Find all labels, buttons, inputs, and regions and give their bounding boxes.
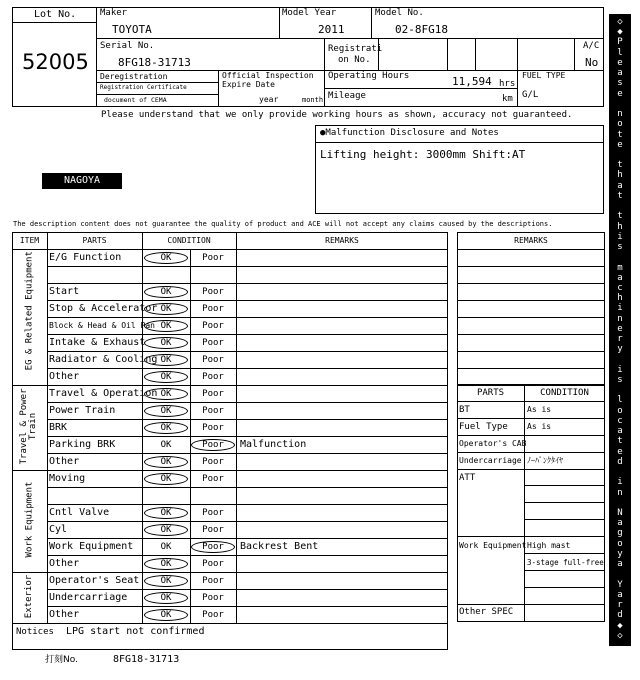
- part-label: Stop & Accelerator: [49, 303, 158, 314]
- condition-ok: OK: [160, 321, 172, 331]
- condition-selected-circle: [144, 575, 188, 587]
- sidebar-char: i: [617, 303, 623, 314]
- op-hours-value: 11,594: [452, 75, 492, 88]
- lot-label: Lot No.: [34, 9, 77, 20]
- inspection-label-1: Official Inspection: [222, 71, 314, 80]
- condition-selected-circle: [191, 439, 235, 451]
- condition-ok: OK: [160, 576, 172, 586]
- sidebar-char: e: [617, 88, 623, 99]
- right-part-label: ATT: [459, 473, 476, 483]
- condition-poor: Poor: [202, 457, 224, 467]
- sidebar-char: s: [617, 375, 623, 386]
- stamp-value: 8FG18-31713: [113, 654, 180, 665]
- sidebar-char: ◇: [617, 17, 623, 27]
- sidebar-char: h: [617, 221, 623, 232]
- sidebar-char: r: [617, 600, 623, 611]
- sidebar-char: l: [617, 47, 623, 58]
- part-label: Cyl: [49, 524, 68, 535]
- sidebar-char: o: [617, 119, 623, 130]
- condition-selected-circle: [144, 609, 188, 621]
- model-no-label: Model No.: [375, 8, 424, 18]
- part-label: E/G Function: [49, 252, 122, 263]
- group-label: EG & Related Equipment: [23, 251, 34, 371]
- sidebar-char: g: [617, 528, 623, 539]
- part-label: Other: [49, 456, 80, 467]
- right-part-label: Undercarriage: [459, 456, 522, 465]
- header-remarks: REMARKS: [325, 236, 359, 245]
- disclaimer: The description content does not guarantee the quality of product and ACE will not accept any claims caused by the descriptions.: [13, 220, 553, 228]
- condition-selected-circle: [144, 524, 188, 536]
- sidebar-char: a: [617, 559, 623, 570]
- hours-notice: Please understand that we only provide working hours as shown, accuracy not guaranteed.: [101, 110, 573, 120]
- part-label: Intake & Exhaust: [49, 337, 146, 348]
- sidebar-char: l: [617, 395, 623, 406]
- condition-poor: Poor: [202, 610, 224, 620]
- right-part-condition: As is: [527, 405, 552, 414]
- condition-selected-circle: [144, 303, 188, 315]
- sidebar-char: i: [617, 231, 623, 242]
- sidebar-char: i: [617, 364, 623, 375]
- sidebar-char: N: [617, 508, 623, 519]
- sidebar-char: ◇: [617, 630, 623, 641]
- sidebar-char: s: [617, 242, 623, 253]
- sidebar-char: n: [617, 487, 623, 498]
- sidebar-char: h: [617, 293, 623, 304]
- condition-ok: OK: [160, 593, 172, 603]
- condition-selected-circle: [144, 405, 188, 417]
- sidebar-char: a: [617, 180, 623, 191]
- right-parts-header: PARTS: [476, 388, 505, 398]
- model-no-value: 02-8FG18: [395, 23, 448, 36]
- condition-poor: Poor: [202, 542, 224, 552]
- location-badge: NAGOYA: [42, 173, 122, 189]
- condition-selected-circle: [144, 456, 188, 468]
- maker-value: TOYOTA: [112, 23, 152, 36]
- condition-poor: Poor: [202, 576, 224, 586]
- condition-selected-circle: [144, 592, 188, 604]
- sidebar-char: e: [617, 446, 623, 457]
- sidebar-char: y: [617, 548, 623, 559]
- part-label: Start: [49, 286, 80, 297]
- stamp-label: 打刻No.: [45, 655, 78, 665]
- part-label: Other: [49, 371, 80, 382]
- serial-value: 8FG18-31713: [118, 56, 191, 69]
- sidebar-char: t: [617, 160, 623, 171]
- part-label: Moving: [49, 473, 86, 484]
- condition-poor: Poor: [202, 253, 224, 263]
- group-label: Work Equipment: [24, 481, 34, 558]
- work-equipment-value-1: High mast: [527, 541, 571, 550]
- model-year-label: Model Year: [282, 8, 337, 18]
- part-label: Power Train: [49, 405, 116, 416]
- condition-selected-circle: [144, 473, 188, 485]
- condition-ok: OK: [160, 440, 172, 450]
- right-remarks-header: REMARKS: [514, 236, 548, 245]
- part-label: Block & Head & Oil Pan: [49, 321, 155, 330]
- condition-ok: OK: [160, 525, 172, 535]
- lot-number: 52005: [22, 50, 89, 74]
- month-label: month: [302, 96, 324, 104]
- condition-ok: OK: [160, 457, 172, 467]
- remark-text: Backrest Bent: [240, 541, 319, 552]
- condition-poor: Poor: [202, 389, 224, 399]
- part-label: Parking BRK: [49, 439, 116, 450]
- maker-label: Maker: [100, 8, 128, 18]
- sidebar-char: a: [617, 68, 623, 79]
- right-part-condition: As is: [527, 422, 552, 431]
- sidebar-char: e: [617, 323, 623, 334]
- part-label: Travel & Operation: [49, 388, 158, 399]
- condition-poor: Poor: [202, 355, 224, 365]
- sidebar-char: d: [617, 610, 623, 621]
- sidebar-char: a: [617, 272, 623, 283]
- condition-poor: Poor: [202, 474, 224, 484]
- condition-poor: Poor: [202, 321, 224, 331]
- condition-poor: Poor: [202, 525, 224, 535]
- sidebar-char: t: [617, 190, 623, 201]
- condition-ok: OK: [160, 287, 172, 297]
- condition-ok: OK: [160, 508, 172, 518]
- sidebar-char: a: [617, 518, 623, 529]
- work-equipment-label: Work Equipment: [459, 541, 527, 550]
- group-label: Exterior: [24, 574, 34, 618]
- mileage-label: Mileage: [328, 91, 366, 101]
- condition-ok: OK: [160, 253, 172, 263]
- condition-selected-circle: [144, 388, 188, 400]
- fuel-type-value: G/L: [522, 90, 539, 100]
- part-label: Operator's Seat: [49, 575, 140, 586]
- header-condition: CONDITION: [167, 236, 211, 245]
- condition-selected-circle: [144, 422, 188, 434]
- condition-ok: OK: [160, 542, 172, 552]
- part-label: Other: [49, 558, 80, 569]
- condition-poor: Poor: [202, 593, 224, 603]
- condition-ok: OK: [160, 423, 172, 433]
- condition-ok: OK: [160, 474, 172, 484]
- sidebar-char: t: [617, 211, 623, 222]
- condition-poor: Poor: [202, 304, 224, 314]
- sidebar-char: a: [617, 426, 623, 437]
- sidebar-char: d: [617, 456, 623, 467]
- sidebar-char: a: [617, 589, 623, 600]
- remark-text: Malfunction: [240, 439, 307, 450]
- reg-cert-label: Registration Certificate: [100, 84, 187, 91]
- model-year-value: 2011: [318, 23, 345, 36]
- condition-ok: OK: [160, 559, 172, 569]
- sidebar-char: P: [617, 37, 623, 48]
- sidebar-char: e: [617, 57, 623, 68]
- condition-selected-circle: [191, 541, 235, 553]
- condition-ok: OK: [160, 304, 172, 314]
- op-hours-label: Operating Hours: [328, 71, 410, 81]
- part-label: BRK: [49, 422, 68, 433]
- condition-ok: OK: [160, 610, 172, 620]
- registration-label-1: Registrati: [328, 44, 383, 54]
- condition-selected-circle: [144, 320, 188, 332]
- condition-poor: Poor: [202, 338, 224, 348]
- ac-value: No: [585, 56, 599, 69]
- condition-ok: OK: [160, 355, 172, 365]
- sidebar-char: o: [617, 538, 623, 549]
- sidebar-char: n: [617, 109, 623, 120]
- condition-poor: Poor: [202, 287, 224, 297]
- cema-label: document of CEMA: [104, 96, 167, 104]
- sidebar-char: e: [617, 139, 623, 150]
- condition-ok: OK: [160, 338, 172, 348]
- sidebar-char: o: [617, 405, 623, 416]
- part-label: Cntl Valve: [49, 507, 110, 518]
- inspection-label-2: Expire Date: [222, 80, 275, 89]
- sidebar-char: m: [617, 262, 623, 273]
- sidebar-char: t: [617, 129, 623, 140]
- condition-poor: Poor: [202, 406, 224, 416]
- right-part-label: Operator's CAB: [459, 439, 527, 448]
- ac-label: A/C: [583, 41, 600, 51]
- fuel-type-label: FUEL TYPE: [522, 71, 566, 80]
- condition-selected-circle: [144, 558, 188, 570]
- sidebar-char: c: [617, 282, 623, 293]
- km-unit: km: [502, 94, 513, 104]
- header-parts: PARTS: [82, 236, 107, 245]
- sidebar-char: y: [617, 344, 623, 355]
- condition-selected-circle: [144, 337, 188, 349]
- header-item: ITEM: [19, 236, 40, 245]
- condition-selected-circle: [144, 252, 188, 264]
- location-sidebar: [609, 14, 631, 646]
- right-part-condition: ﾉｰﾊﾟﾝｸﾀｲﾔ: [527, 456, 563, 465]
- hrs-unit: hrs: [499, 79, 516, 89]
- notices-text: LPG start not confirmed: [66, 626, 205, 637]
- sidebar-char: h: [617, 170, 623, 181]
- condition-poor: Poor: [202, 372, 224, 382]
- condition-poor: Poor: [202, 508, 224, 518]
- condition-ok: OK: [160, 406, 172, 416]
- work-equipment-value-2: 3-stage full-free: [527, 558, 604, 567]
- malfunction-box: [315, 125, 604, 214]
- sidebar-char: t: [617, 436, 623, 447]
- part-label: Undercarriage: [49, 592, 128, 603]
- malfunction-title: ●Malfunction Disclosure and Notes: [320, 128, 499, 138]
- condition-ok: OK: [160, 372, 172, 382]
- sidebar-char: n: [617, 313, 623, 324]
- sidebar-char: r: [617, 334, 623, 345]
- condition-selected-circle: [144, 507, 188, 519]
- registration-label-2: on No.: [338, 55, 371, 65]
- serial-label: Serial No.: [100, 41, 155, 51]
- right-condition-header: CONDITION: [540, 388, 589, 398]
- part-label: Other: [49, 609, 80, 620]
- condition-poor: Poor: [202, 440, 224, 450]
- group-label: Travel & Power Train: [19, 388, 39, 464]
- year-label: year: [259, 95, 279, 104]
- sidebar-char: Y: [617, 579, 623, 590]
- sidebar-char: c: [617, 415, 623, 426]
- deregistration-label: Deregistration: [100, 72, 168, 81]
- sidebar-char: s: [617, 78, 623, 89]
- sidebar-char: ◆: [617, 620, 623, 631]
- part-label: Radiator & Cooling: [49, 354, 158, 365]
- notices-label: Notices: [16, 627, 54, 637]
- condition-poor: Poor: [202, 423, 224, 433]
- condition-poor: Poor: [202, 559, 224, 569]
- other-spec-label: Other SPEC: [459, 607, 514, 617]
- condition-selected-circle: [144, 371, 188, 383]
- condition-selected-circle: [144, 354, 188, 366]
- condition-selected-circle: [144, 286, 188, 298]
- right-part-label: Fuel Type: [459, 422, 508, 432]
- right-part-label: BT: [459, 405, 470, 415]
- sidebar-char: ◆: [617, 27, 623, 38]
- part-label: Work Equipment: [49, 541, 134, 552]
- malfunction-notes: Lifting height: 3000mm Shift:AT: [320, 148, 526, 161]
- sidebar-char: i: [617, 477, 623, 488]
- condition-ok: OK: [160, 389, 172, 399]
